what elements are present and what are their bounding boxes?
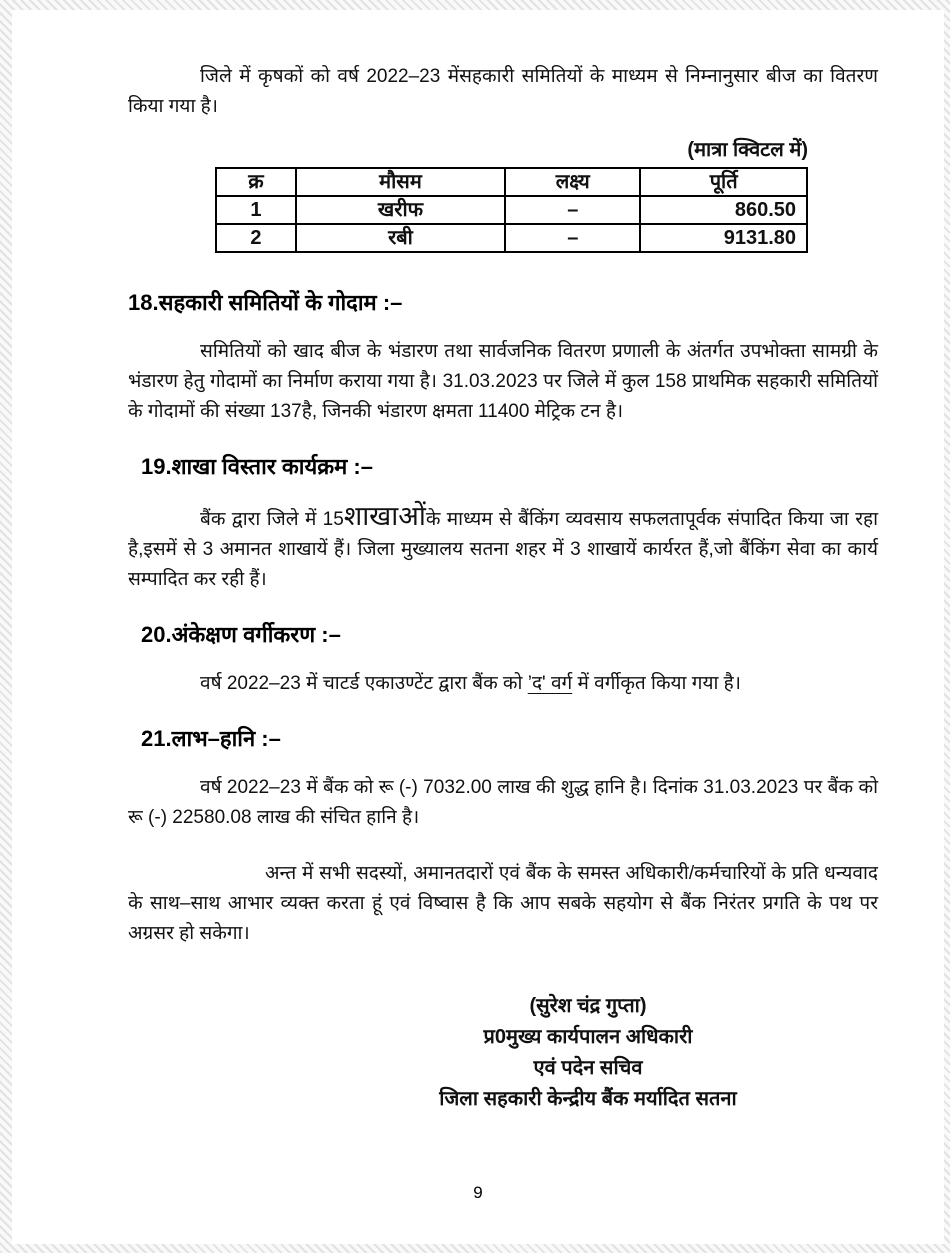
section-21-paragraph: वर्ष 2022–23 में बैंक को रू (-) 7032.00 लाख की शुद्ध हानि है। दिनांक 31.03.2023 पर बैंक को रू (-) 22580.08 लाख की संचित हानि है।: [128, 777, 878, 828]
header-achievement: पूर्ति: [640, 168, 807, 196]
signatory-name: (सुरेश चंद्र गुप्ता): [529, 995, 647, 1017]
cell-season: रबी: [296, 224, 505, 252]
cell-season: खरीफ: [296, 196, 505, 224]
signatory-title-3: जिला सहकारी केन्द्रीय बैंक मर्यादित सतना: [439, 1088, 737, 1110]
section-20-heading: 20.अंकेक्षण वर्गीकरण :–: [141, 622, 341, 647]
section-19-text-after: के माध्यम से बैंकिंग व्यवसाय सफलतापूर्वक संपादित किया जा रहा है,इसमें से 3 अमानत शाखायें हैं। जिला मुख्यालय सतना शहर में 3 शाखायें कार्यरत हैं,जो बैंकिंग सेवा का कार्य सम्पादित कर रही हैं।: [128, 509, 878, 590]
section-19-text-before: बैंक द्वारा जिले में 15: [200, 509, 344, 530]
section-20-text-after: में वर्गीकृत किया गया है।: [572, 673, 741, 694]
section-21-heading: 21.लाभ–हानि :–: [141, 726, 281, 751]
section-18-heading: 18.सहकारी समितियों के गोदाम :–: [128, 290, 403, 315]
table-row: [216, 224, 807, 252]
cell-serial: 2: [216, 224, 296, 252]
page-content: [12, 10, 944, 1244]
signatory-title-2: एवं पदेन सचिव: [533, 1057, 643, 1079]
page-number: 9: [473, 1183, 483, 1202]
table-unit-caption: (मात्रा क्विटल में): [687, 139, 808, 161]
intro-paragraph: जिले में कृषकों को वर्ष 2022–23 मेंसहकारी समितियों के माध्यम से निम्नानुसार बीज का वितरण किया गया है।: [128, 66, 878, 117]
cell-target: –: [505, 196, 640, 224]
signature-block: [393, 991, 783, 1115]
section-19-big-word: शाखाओं: [343, 501, 426, 531]
cell-target: –: [505, 224, 640, 252]
section-20-text-before: वर्ष 2022–23 में चाटर्ड एकाउण्टेंट द्वारा बैंक को: [200, 673, 528, 694]
header-serial: क्र: [216, 168, 296, 196]
section-20-grade-underlined: ’द' वर्ग: [527, 673, 573, 694]
signatory-title-1: प्र0मुख्य कार्यपालन अधिकारी: [483, 1026, 693, 1048]
closing-paragraph: अन्त में सभी सदस्यों, अमानतदारों एवं बैंक के समस्त अधिकारी/कर्मचारियों के प्रति धन्यवाद के साथ–साथ आभार व्यक्त करता हूं एवं विष्वास है कि आप सबके सहयोग से बैंक निरंतर प्रगति के पथ पर अग्रसर हो सकेगा।: [128, 863, 878, 944]
cell-achievement: 860.50: [640, 196, 807, 224]
table-row: [216, 196, 807, 224]
page-sheet: [12, 10, 944, 1244]
header-season: मौसम: [296, 168, 505, 196]
section-19-heading: 19.शाखा विस्तार कार्यक्रम :–: [141, 454, 373, 479]
section-18-paragraph: समितियों को खाद बीज के भंडारण तथा सार्वजनिक वितरण प्रणाली के अंतर्गत उपभोक्ता सामग्री के भंडारण हेतु गोदामों का निर्माण कराया गया है। 31.03.2023 पर जिले में कुल 158 प्राथमिक सहकारी समितियों के गोदामों की संख्या 137है, जिनकी भंडारण क्षमता 11400 मेट्रिक टन है।: [128, 341, 878, 422]
cell-achievement: 9131.80: [640, 224, 807, 252]
section-20-paragraph: [128, 669, 878, 699]
table-header-row: [216, 168, 807, 196]
cell-serial: 1: [216, 196, 296, 224]
seed-distribution-table: [215, 167, 808, 253]
section-19-paragraph: [128, 501, 878, 595]
header-target: लक्ष्य: [505, 168, 640, 196]
